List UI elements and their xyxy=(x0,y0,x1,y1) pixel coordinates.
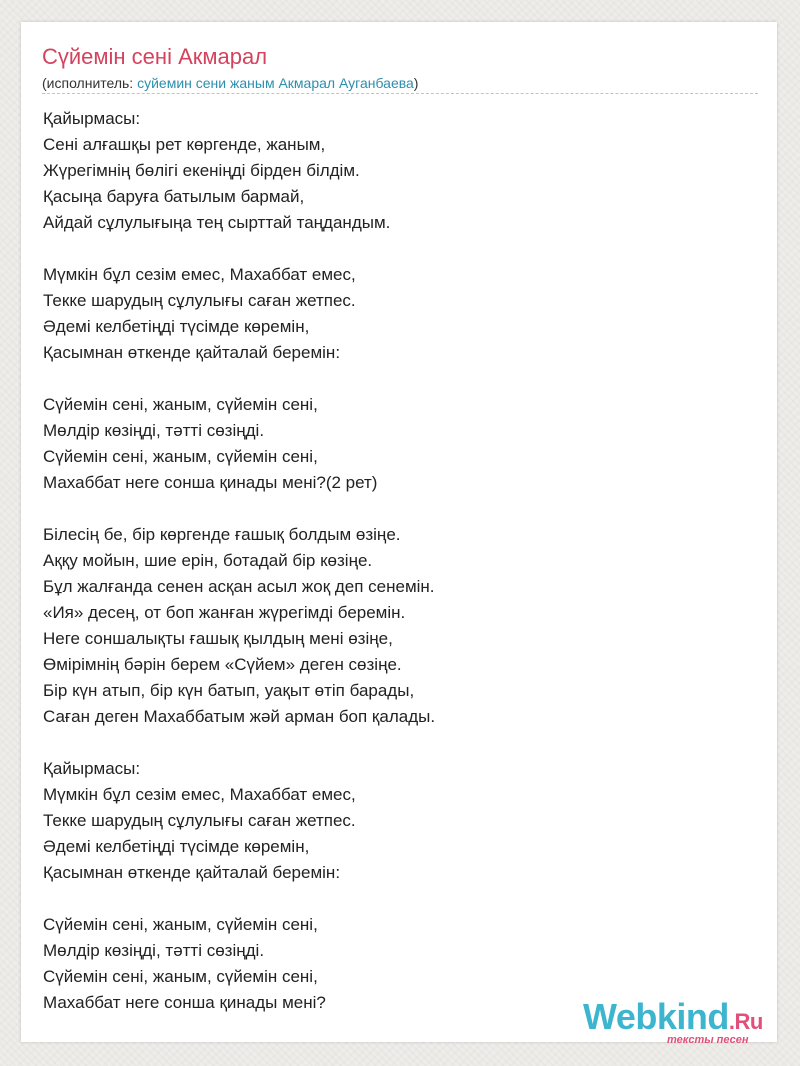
lyric-line: Мөлдір көзіңді, тәтті сөзіңді. xyxy=(43,421,265,440)
stanza-gap xyxy=(43,886,763,912)
lyric-line: Сүйемін сені, жаным, сүйемін сені, xyxy=(43,967,318,986)
lyric-line: Мүмкін бұл сезім емес, Махаббат емес, xyxy=(43,785,356,804)
stanza-gap xyxy=(43,236,763,262)
song-title: Сүйемін сені Акмарал xyxy=(42,44,268,69)
stanza-gap xyxy=(43,730,763,756)
lyric-line: Әдемі келбетіңді түсімде көремін, xyxy=(43,317,310,336)
lyric-line: Бұл жалғанда сенен асқан асыл жоқ деп сенемін. xyxy=(43,577,435,596)
lyric-line: Қасыңа баруға батылым бармай, xyxy=(43,187,305,206)
lyric-line: Әдемі келбетіңді түсімде көремін, xyxy=(43,837,310,856)
stanza-gap xyxy=(43,366,763,392)
performer-suffix: ) xyxy=(413,75,419,91)
lyric-line: Саған деген Махаббатым жәй арман боп қалады. xyxy=(43,707,436,726)
lyric-line: Мөлдір көзіңді, тәтті сөзіңді. xyxy=(43,941,265,960)
logo-tld: .Ru xyxy=(728,1009,763,1034)
performer-prefix: (исполнитель: xyxy=(42,75,138,91)
lyric-line: Махаббат неге сонша қинады мені?(2 рет) xyxy=(43,473,378,492)
lyrics-text xyxy=(43,106,763,1016)
lyric-line: Неге соншалықты ғашық қылдың мені өзіңе, xyxy=(43,629,393,648)
lyric-line: Бір күн атып, бір күн батып, уақыт өтіп барады, xyxy=(43,681,415,700)
lyric-line: Текке шарудың сұлулығы саған жетпес. xyxy=(43,291,356,310)
divider xyxy=(42,93,758,94)
logo-tagline: тексты песен xyxy=(667,1034,749,1046)
lyric-line: Аққу мойын, шие ерін, ботадай бір көзіңе. xyxy=(43,551,373,570)
lyric-line: Білесің бе, бір көргенде ғашық болдым өзіңе. xyxy=(43,525,401,544)
lyrics-page xyxy=(21,22,777,1046)
site-logo[interactable] xyxy=(583,996,783,1056)
lyric-line: Сүйемін сені, жаным, сүйемін сені, xyxy=(43,447,318,466)
lyric-line: «Ия» десең, от боп жанған жүрегімді беремін. xyxy=(43,603,406,622)
lyric-line: Қасымнан өткенде қайталай беремін: xyxy=(43,863,341,882)
lyric-line: Өмірімнің бәрін берем «Сүйем» деген сөзіңе. xyxy=(43,655,402,674)
lyric-line: Қасымнан өткенде қайталай беремін: xyxy=(43,343,341,362)
lyric-line: Махаббат неге сонша қинады мені? xyxy=(43,993,326,1012)
stanza-gap xyxy=(43,496,763,522)
lyric-line: Қайырмасы: xyxy=(43,759,141,778)
performer-line xyxy=(42,74,418,92)
lyric-line: Мүмкін бұл сезім емес, Махаббат емес, xyxy=(43,265,356,284)
lyric-line: Жүрегімнің бөлігі екеніңді бірден білдім. xyxy=(43,161,360,180)
performer-link[interactable]: суйемин сени жаным Акмарал Ауганбаева xyxy=(137,75,414,91)
logo-brand: Webkind xyxy=(583,996,729,1037)
lyric-line: Қайырмасы: xyxy=(43,109,141,128)
lyric-line: Сүйемін сені, жаным, сүйемін сені, xyxy=(43,395,318,414)
lyric-line: Сүйемін сені, жаным, сүйемін сені, xyxy=(43,915,318,934)
lyric-line: Текке шарудың сұлулығы саған жетпес. xyxy=(43,811,356,830)
lyric-line: Сені алғашқы рет көргенде, жаным, xyxy=(43,135,326,154)
lyric-line: Айдай сұлулығыңа тең сырттай таңдандым. xyxy=(43,213,391,232)
